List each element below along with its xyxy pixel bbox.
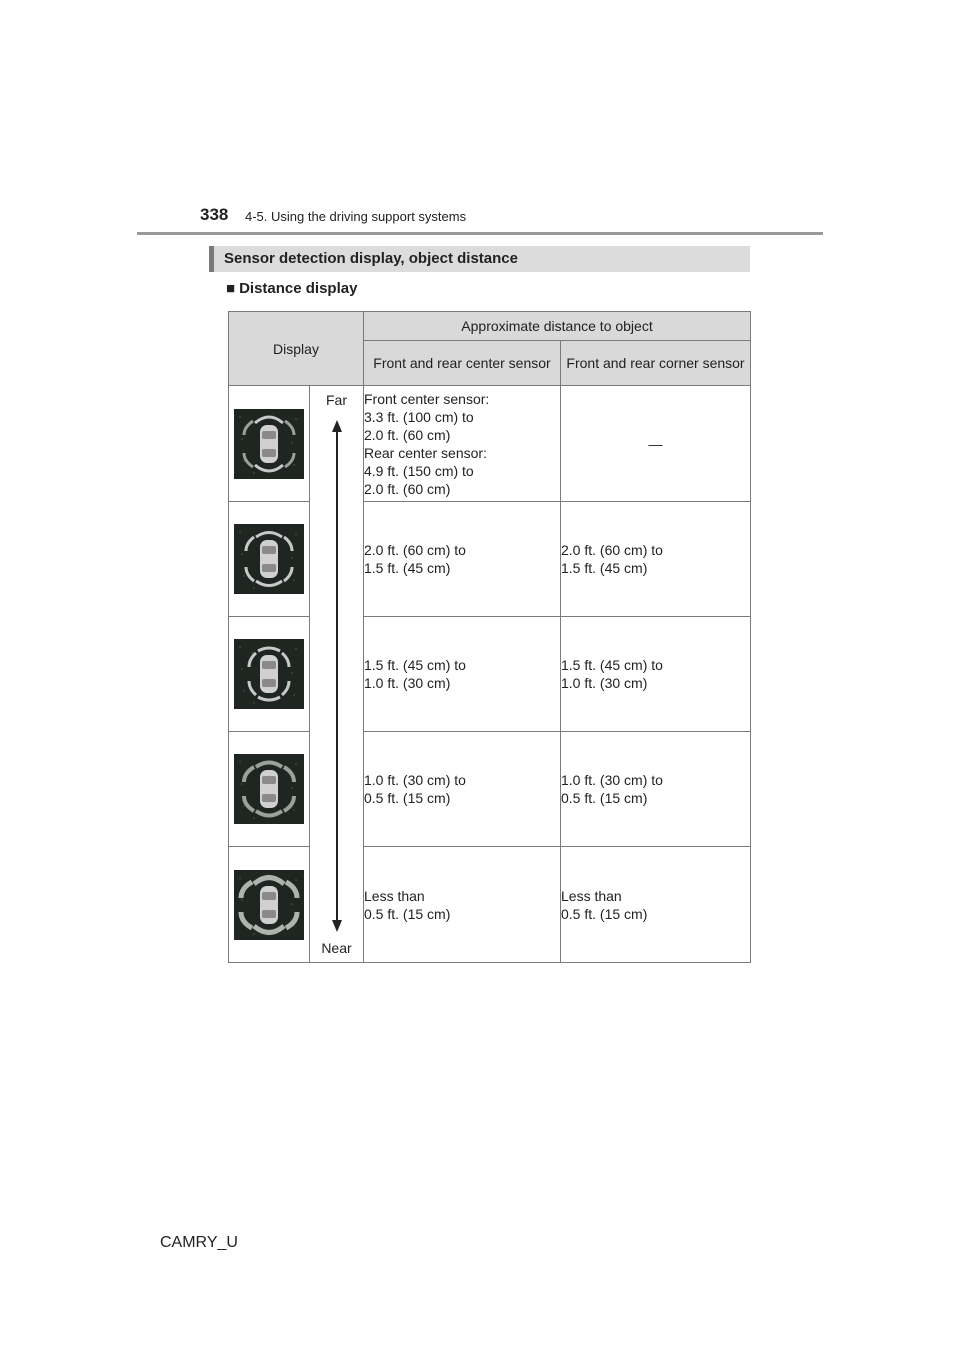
corner-sensor-distance: 1.0 ft. (30 cm) to 0.5 ft. (15 cm): [561, 732, 751, 847]
sensor-display-level-2-image: [234, 524, 304, 594]
center-sensor-distance: 1.0 ft. (30 cm) to 0.5 ft. (15 cm): [364, 732, 561, 847]
subsection-heading: [226, 280, 357, 297]
distance-table: [228, 311, 751, 963]
display-cell: [229, 502, 310, 617]
corner-sensor-distance: 2.0 ft. (60 cm) to 1.5 ft. (45 cm): [561, 502, 751, 617]
approx-distance-header: Approximate distance to object: [364, 312, 751, 341]
table-row: [229, 732, 751, 847]
square-bullet-icon: ■: [226, 280, 236, 297]
display-cell: [229, 617, 310, 732]
corner-sensor-header: Front and rear corner sensor: [561, 341, 751, 386]
sensor-display-level-5-image: [234, 870, 304, 940]
sensor-display-level-1-image: [234, 409, 304, 479]
display-cell: [229, 386, 310, 502]
center-sensor-distance: 1.5 ft. (45 cm) to 1.0 ft. (30 cm): [364, 617, 561, 732]
header-rule: [137, 232, 823, 235]
center-sensor-distance: 2.0 ft. (60 cm) to 1.5 ft. (45 cm): [364, 502, 561, 617]
center-sensor-distance: Less than 0.5 ft. (15 cm): [364, 847, 561, 963]
far-near-arrow-icon: [329, 420, 345, 932]
corner-sensor-distance: —: [561, 386, 751, 502]
display-cell: [229, 732, 310, 847]
page-number: 338: [200, 205, 229, 224]
center-sensor-header: Front and rear center sensor: [364, 341, 561, 386]
corner-sensor-distance: 1.5 ft. (45 cm) to 1.0 ft. (30 cm): [561, 617, 751, 732]
section-title: Sensor detection display, object distance: [224, 250, 518, 267]
display-column-header: Display: [229, 312, 364, 386]
center-sensor-distance: Front center sensor: 3.3 ft. (100 cm) to 2.0 ft. (60 cm) Rear center sensor: 4.9 ft. (150 cm) to 2.0 ft. (60 cm): [364, 386, 561, 502]
table-row: [229, 847, 751, 963]
section-title-bar: [209, 246, 750, 272]
scale-near-label: Near: [321, 940, 352, 956]
model-code: CAMRY_U: [160, 1234, 238, 1251]
distance-scale-cell: [310, 386, 364, 963]
scale-far-label: Far: [326, 392, 347, 408]
sensor-display-level-3-image: [234, 639, 304, 709]
chapter-section-header: 4-5. Using the driving support systems: [245, 209, 467, 224]
display-cell: [229, 847, 310, 963]
subsection-title: Distance display: [239, 280, 358, 297]
table-row: [229, 386, 751, 502]
table-row: [229, 617, 751, 732]
sensor-display-level-4-image: [234, 754, 304, 824]
table-row: [229, 502, 751, 617]
corner-sensor-distance: Less than 0.5 ft. (15 cm): [561, 847, 751, 963]
